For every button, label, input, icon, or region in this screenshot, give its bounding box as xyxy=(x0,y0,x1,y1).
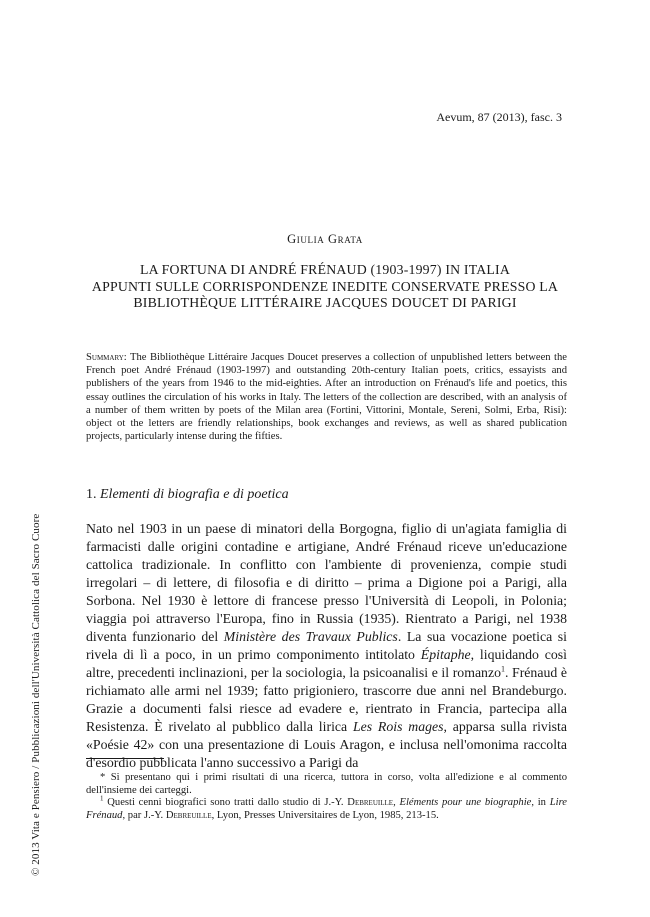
body-part-1: Nato nel 1903 in un paese di minatori della Borgogna, figlio di un'agiata famiglia di farmacisti dalle origini contadine e artigiane, André Frénaud riceve un'educazione cattolica tradizionale. In conflitto con l'ambiente di provenienza, compie studi irregolari – di lettere, di filosofia e di diritto – prima a Digione poi a Parigi, alla Sorbona. Nel 1930 è lettore di francese presso l'Università di Leopoli, in Polonia; viaggia poi attraverso l'Europa, fino in Russia (1935). Rientrato a Parigi, nel 1938 diventa funzionario del xyxy=(86,521,567,644)
footnote-1-number: 1 xyxy=(100,794,104,803)
author-name: Giulia Grata xyxy=(287,232,363,246)
footnote-1-work-1: Eléments pour une biographie xyxy=(399,797,532,808)
title-line-1: LA FORTUNA DI ANDRÉ FRÉNAUD (1903-1997) IN ITALIA xyxy=(139,262,510,277)
body-italic-les-rois-mages: Les Rois mages xyxy=(352,719,444,734)
footnote-1-part-2: , in xyxy=(531,797,550,808)
copyright-sidebar: © 2013 Vita e Pensiero / Pubblicazioni dell'Università Cattolica del Sacro Cuore xyxy=(30,513,42,876)
summary-abstract xyxy=(86,351,567,443)
footnotes xyxy=(86,772,567,822)
body-part-5: , apparsa sulla rivista «Poésie 42» con una presentazione di Louis Aragon, e inclusa nell'omonima raccolta d'esordio pubblicata l'anno successivo a Parigi da xyxy=(86,719,567,770)
body-italic-epitaphe: Épitaphe xyxy=(420,647,471,662)
footnote-divider xyxy=(86,758,164,759)
footnote-ref-1[interactable]: 1 xyxy=(500,664,505,674)
article-title xyxy=(60,262,590,312)
title-line-3: BIBLIOTHÈQUE LITTÉRAIRE JACQUES DOUCET DI PARIGI xyxy=(133,295,517,310)
footnote-1-part-3: , par J.-Y. xyxy=(122,809,166,821)
footnote-1-author-1: Debreuille xyxy=(347,797,394,808)
body-italic-ministere: Ministère des Travaux Publics xyxy=(223,629,398,644)
footnote-1-part-1: Questi cenni biografici sono tratti dallo studio di J.-Y. xyxy=(103,797,348,808)
footnote-1 xyxy=(86,794,568,822)
summary-label: Summary: xyxy=(86,352,127,363)
footnote-1-work-2: Lire Frénaud xyxy=(86,797,568,821)
footnote-1-author-2: Debreuille xyxy=(165,809,212,821)
summary-text: The Bibliothèque Littéraire Jacques Doucet preserves a collection of unpublished letters between the French poet André Frénaud (1903-1997) and outstanding 20th-century Italian poets, critics, essayists and publishers of the years from 1946 to the mid-eighties. After an introduction on Frénaud's life and poetics, this essay outlines the circulation of his works in Italy. The letters of the collection are described, with an analysis of a number of them written by poets of the Milan area (Fortini, Vittorini, Montale, Sereni, Solmi, Erba, Risi): object ot the letters are friendly relationships, book exchanges and reviews, as well as shared publication projects, particularly intense during the fifties. xyxy=(86,352,567,443)
body-paragraph xyxy=(86,520,567,772)
section-number: 1. xyxy=(86,487,97,502)
section-heading xyxy=(86,486,289,503)
footnote-star: * Si presentano qui i primi risultati di una ricerca, tuttora in corso, volta all'edizione e al commento dell'insieme dei carteggi. xyxy=(86,772,567,796)
footnote-1-part-4: , Lyon, Presses Universitaires de Lyon, 1985, 213-15. xyxy=(211,809,439,821)
body-part-2: . La sua vocazione poetica si rivela di lì a poco, in un primo componimento intitolato xyxy=(86,629,567,662)
title-line-2: APPUNTI SULLE CORRISPONDENZE INEDITE CONSERVATE PRESSO LA xyxy=(91,278,559,294)
body-part-4: . Frénaud è richiamato alle armi nel 1939; fatto prigioniero, trascorre due anni nel Brandeburgo. Grazie a documenti falsi riesce ad evadere e, rientrato in Francia, partecipa alla Resistenza. È rivelato al pubblico dalla lirica xyxy=(86,665,567,734)
footnote-1-sep-1: , xyxy=(393,797,400,808)
journal-header: Aevum, 87 (2013), fasc. 3 xyxy=(436,110,562,124)
section-title: Elementi di biografia e di poetica xyxy=(100,487,289,502)
body-part-3: , liquidando così altre, precedenti inclinazioni, per la sociologia, la psicoanalisi e il romanzo xyxy=(86,647,568,680)
